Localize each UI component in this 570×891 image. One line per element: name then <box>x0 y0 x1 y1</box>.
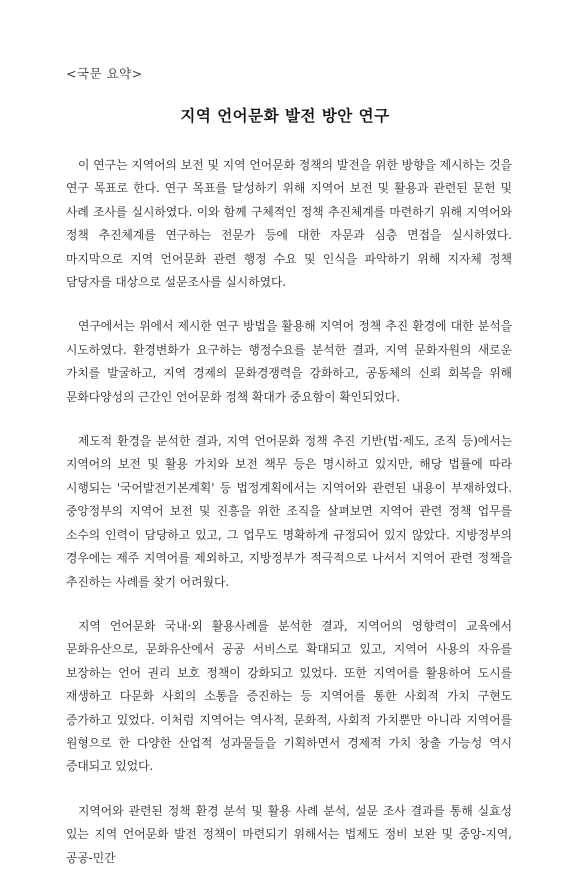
paragraph-2: 연구에서는 위에서 제시한 연구 방법을 활용해 지역어 정책 추진 환경에 대한 분석을 시도하였다. 환경변화가 요구하는 행정수요를 분석한 결과, 지역 문화자원의 새로운 가치를 발굴하고, 지역 경제의 문화경쟁력을 강화하고, 공동체의 신뢰 회복을 위해 문화다양성의 근간인 언어문화 정책 확대가 중요함이 확인되었다. <box>66 319 512 404</box>
paragraph-1: 이 연구는 지역어의 보전 및 지역 언어문화 정책의 발전을 위한 방향을 제시하는 것을 연구 목표로 한다. 연구 목표를 달성하기 위해 지역어 보전 및 활용과 관련된 문헌 및 사례 조사를 실시하였다. 이와 함께 구체적인 정책 추진체계를 마련하기 위해 지역어와 정책 추진체계를 연구하는 전문가 등에 대한 자문과 심층 면접을 실시하였다. 마지막으로 지역 언어문화 관련 행정 수요 및 인식을 파악하기 위해 지자체 정책 담당자를 대상으로 설문조사를 실시하였다. <box>66 158 512 290</box>
paragraph-3: 제도적 환경을 분석한 결과, 지역 언어문화 정책 추진 기반(법·제도, 조직 등)에서는 지역어의 보전 및 활용 가치와 보전 책무 등은 명시하고 있지만, 해당 법률에 따라 시행되는 '국어발전기본계획' 등 법정계획에서는 지역어와 관련된 내용이 부재하였다. 중앙정부의 지역어 보전 및 진흥을 위한 조직을 살펴보면 지역어 관련 정책 업무를 소수의 인력이 담당하고 있고, 그 업무도 명확하게 규정되어 있지 않았다. 지방정부의 경우에는 제주 지역어를 제외하고, 지방정부가 적극적으로 나서서 지역어 관련 정책을 추진하는 사례를 찾기 어려웠다. <box>66 434 512 589</box>
paragraph-4: 지역 언어문화 국내·외 활용사례를 분석한 결과, 지역어의 영향력이 교육에서 문화유산으로, 문화유산에서 공공 서비스로 확대되고 있고, 지역어 사용의 자유를 보장하는 언어 권리 보호 정책이 강화되고 있었다. 또한 지역어를 활용하여 도시를 재생하고 다문화 사회의 소통을 증진하는 등 지역어를 통한 사회적 가치 구현도 증가하고 있었다. 이처럼 지역어는 역사적, 문화적, 사회적 가치뿐만 아니라 지역어를 원형으로 한 다양한 산업적 성과물들을 기획하면서 경제적 가치 창출 가능성 역시 증대되고 있었다. <box>66 618 512 774</box>
document-title: 지역 언어문화 발전 방안 연구 <box>180 106 390 125</box>
paragraph-5: 지역어와 관련된 정책 환경 분석 및 활용 사례 분석, 설문 조사 결과를 통해 실효성 있는 지역 언어문화 발전 정책이 마련되기 위해서는 법제도 정비 보완 및 중앙-지역, 공공-민간 <box>66 803 512 865</box>
summary-label: <국문 요약> <box>66 66 143 81</box>
document-body <box>66 154 512 891</box>
